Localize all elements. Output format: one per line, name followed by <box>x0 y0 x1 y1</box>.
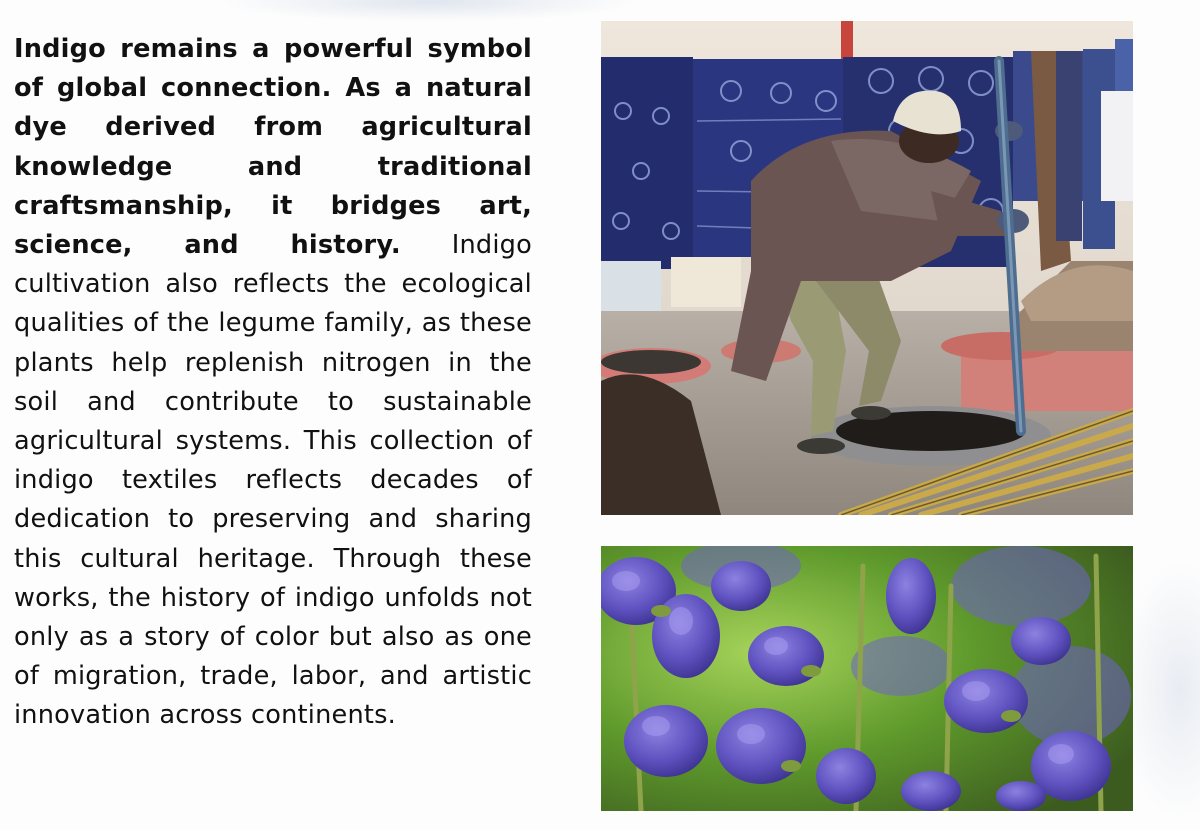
body-text <box>14 30 532 736</box>
bold-intro-text: Indigo remains a powerful symbol of global connection. As a natural dye derived from agricultural knowledge and traditional craftsmanship, it bridges art, science, and history. <box>14 34 532 261</box>
body-paragraph-text: Indigo cultivation also reflects the ecological qualities of the legume family, as these plants help replenish nitrogen in the soil and contribute to sustainable agricultural systems. This collection of indigo textiles reflects decades of dedication to preserving and sharing this cultural heritage. Through these works, the history of indigo unfolds not only as a story of color but also as one of migration, trade, labor, and artistic innovation across continents. <box>14 230 532 731</box>
watercolor-wash-top <box>220 0 640 22</box>
indigo-flower-photo <box>601 546 1133 811</box>
indigo-dyer-photo <box>601 21 1133 515</box>
